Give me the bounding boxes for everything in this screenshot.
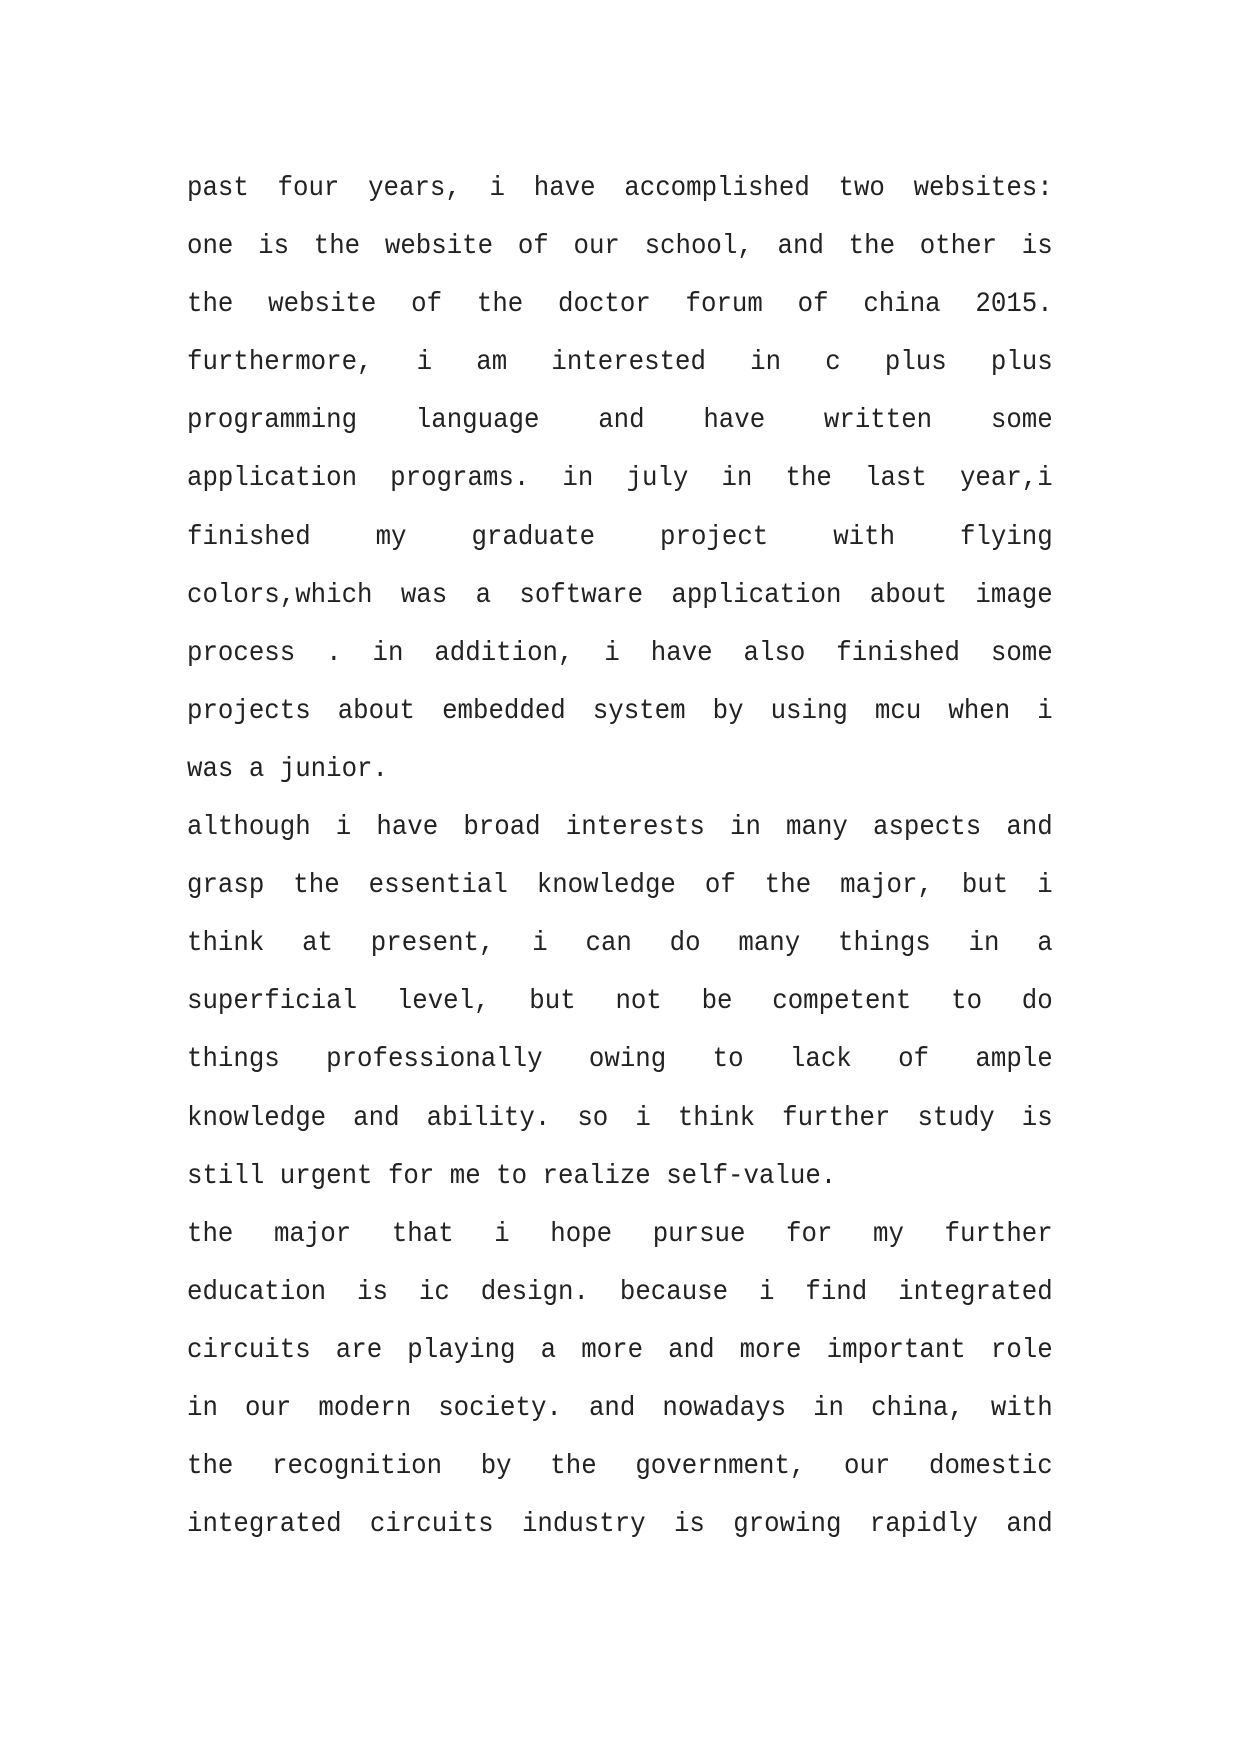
text-line: application programs. in july in the last year,i	[187, 463, 1053, 495]
text-line: projects about embedded system by using mcu when i	[187, 695, 1053, 727]
text-line: knowledge and ability. so i think further study is	[187, 1102, 1053, 1134]
document-page	[187, 160, 1053, 1554]
text-line: in our modern society. and nowadays in china, with	[187, 1392, 1053, 1424]
paragraph-3	[187, 1206, 1053, 1555]
text-line: past four years, i have accomplished two websites:	[187, 173, 1053, 204]
text-line: circuits are playing a more and more important role	[187, 1334, 1053, 1366]
text-line: superficial level, but not be competent to do	[187, 986, 1053, 1018]
text-line: think at present, i can do many things in a	[187, 928, 1053, 960]
text-line: the major that i hope pursue for my further	[187, 1218, 1053, 1250]
text-line: the website of the doctor forum of china 2015.	[187, 289, 1053, 321]
text-line: education is ic design. because i find integrated	[187, 1276, 1053, 1308]
paragraph-1	[187, 160, 1053, 799]
text-line: the recognition by the government, our domestic	[187, 1451, 1053, 1483]
text-line: finished my graduate project with flying	[187, 521, 1053, 553]
text-line: colors,which was a software application about image	[187, 579, 1053, 611]
text-line: furthermore, i am interested in c plus plus	[187, 347, 1053, 379]
text-line: integrated circuits industry is growing rapidly and	[187, 1509, 1053, 1541]
text-line: process . in addition, i have also finished some	[187, 637, 1053, 669]
text-line: programming language and have written some	[187, 405, 1053, 437]
text-line: still urgent for me to realize self-value.	[187, 1160, 837, 1192]
text-line: things professionally owing to lack of ample	[187, 1044, 1053, 1076]
text-line: was a junior.	[187, 753, 388, 785]
text-line: grasp the essential knowledge of the major, but i	[187, 870, 1053, 902]
paragraph-2	[187, 799, 1053, 1206]
text-line: one is the website of our school, and the other is	[187, 231, 1053, 263]
text-line: although i have broad interests in many aspects and	[187, 812, 1053, 844]
